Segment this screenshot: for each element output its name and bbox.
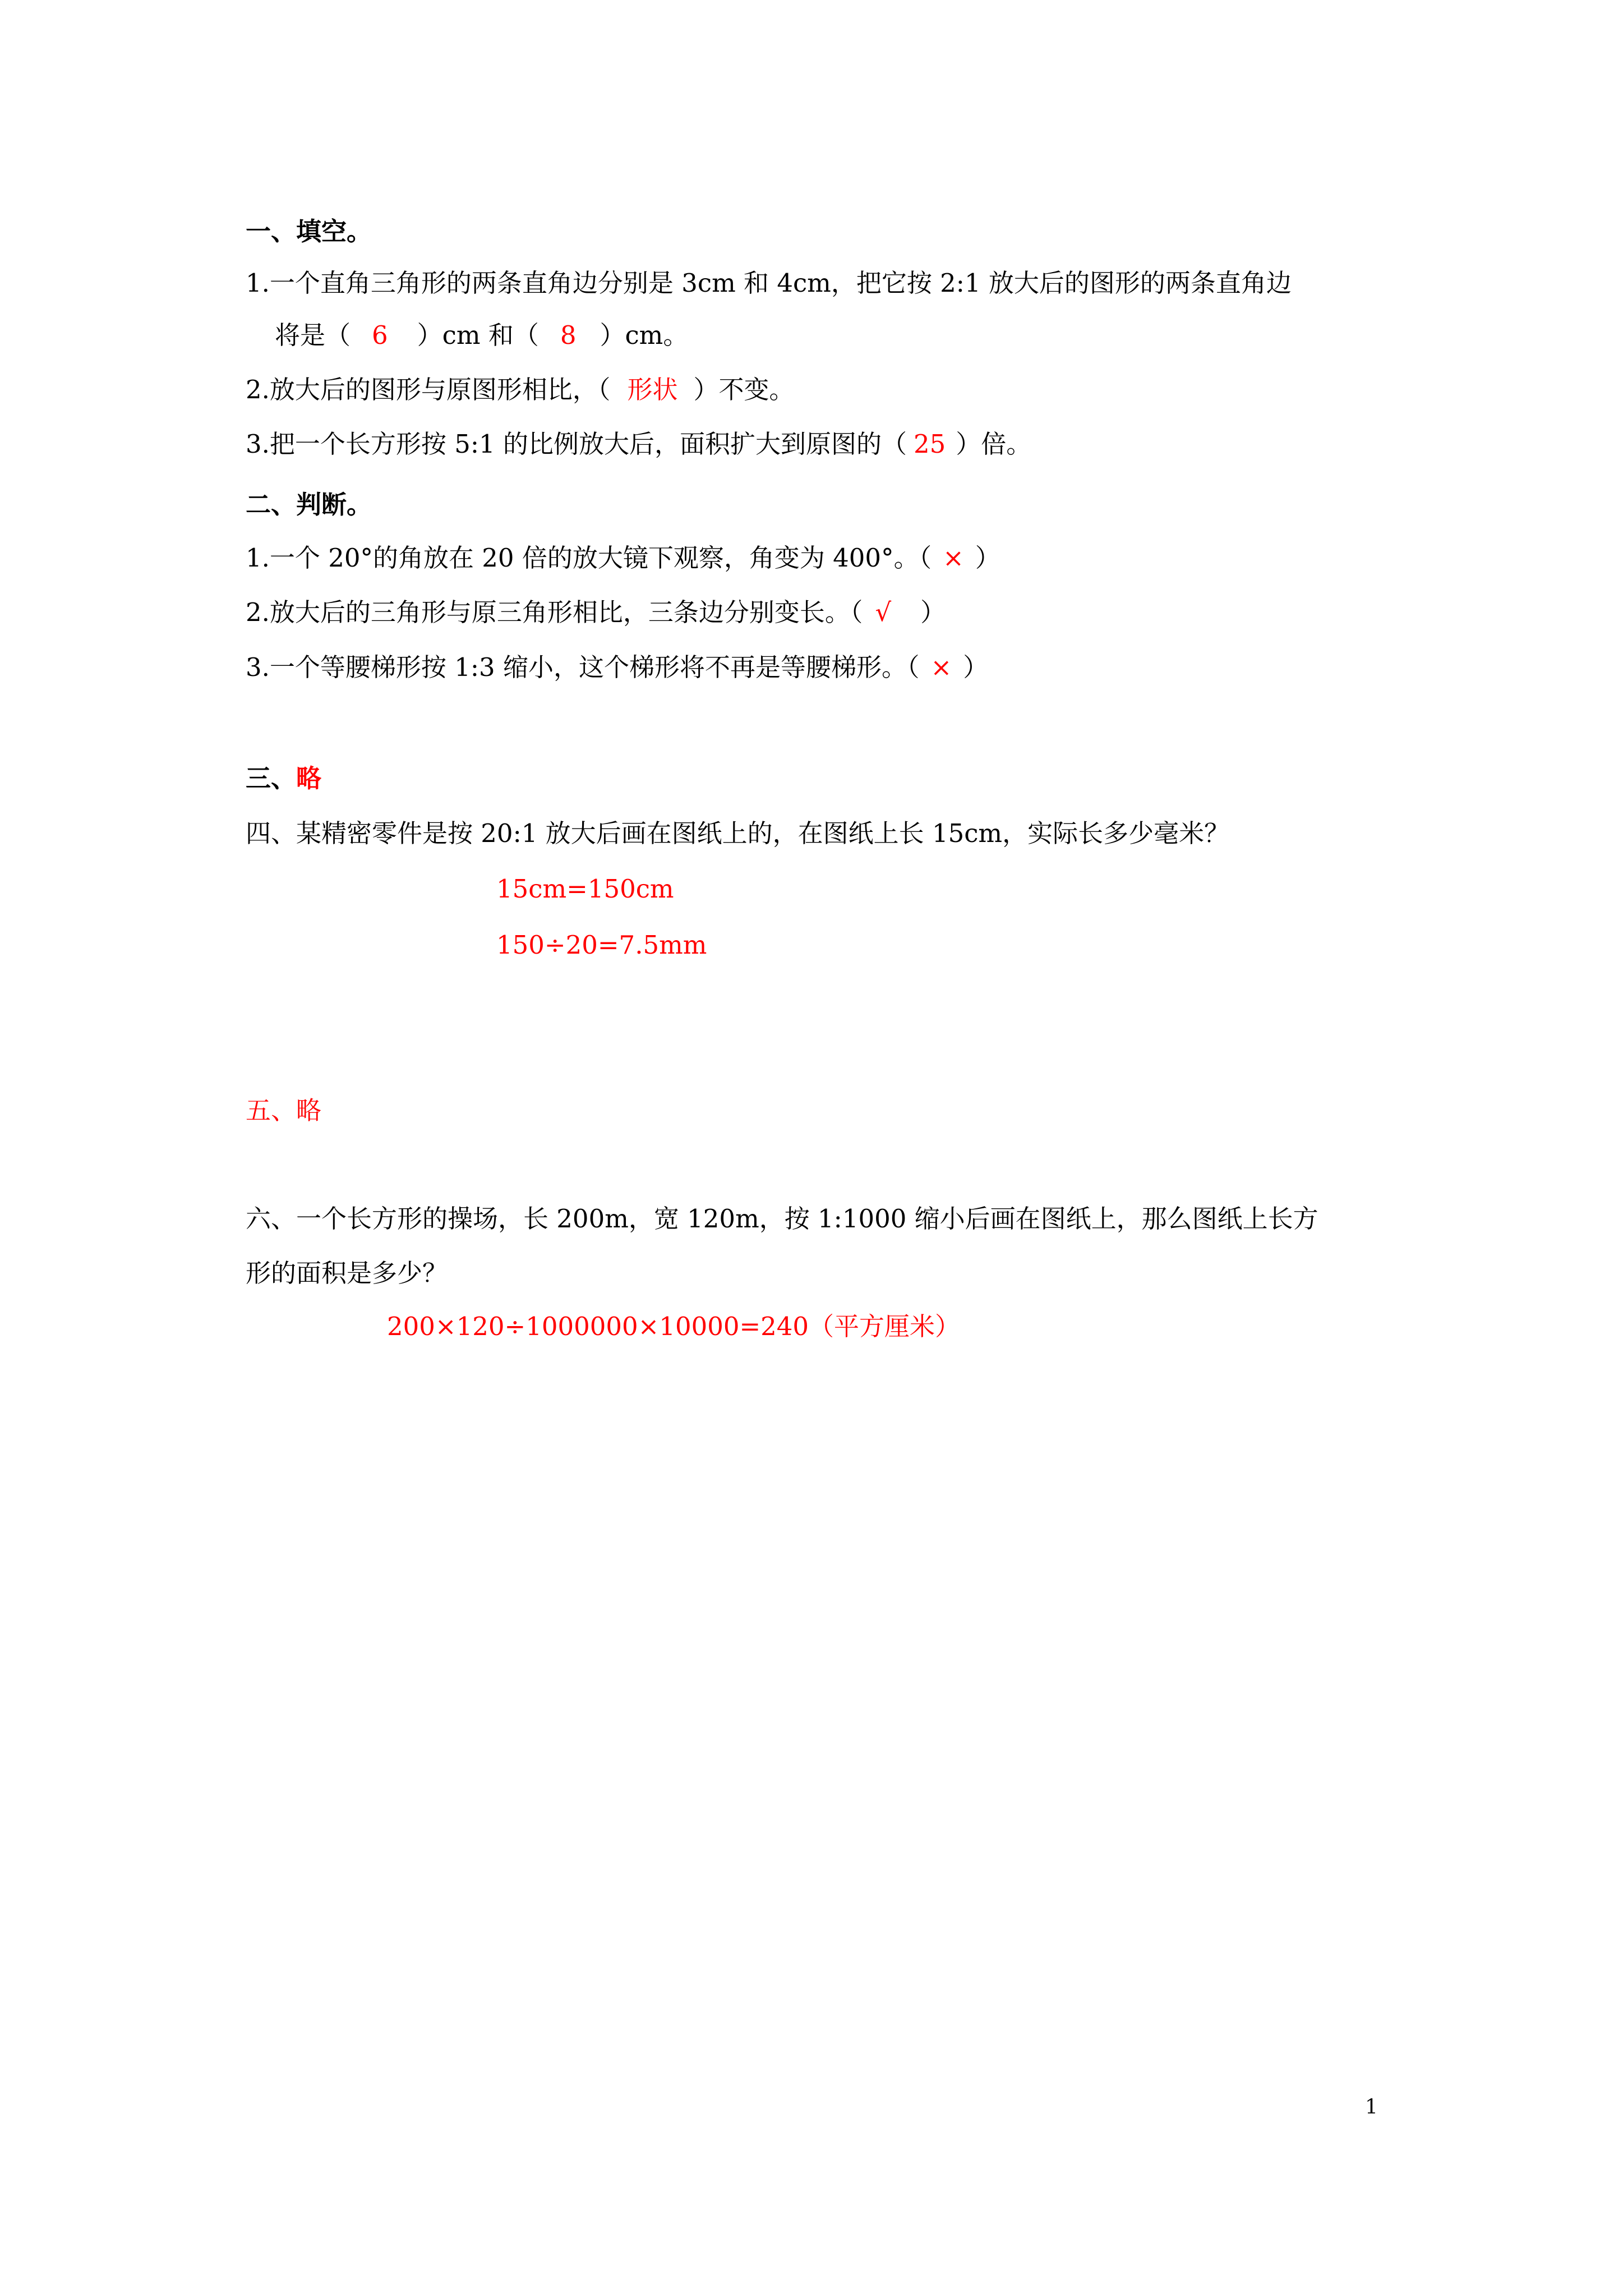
- s2-q1-answer: ×: [943, 543, 964, 573]
- s2-q2: [246, 596, 946, 629]
- s1-q3-answer: 25: [913, 429, 946, 459]
- s6-work: 200×120÷1000000×10000=240（平方厘米）: [387, 1312, 961, 1341]
- section1-heading: 一、填空。: [246, 217, 372, 246]
- s3-answer: 略: [296, 763, 322, 793]
- s1-q3-prefix: 3.把一个长方形按 5:1 的比例放大后，面积扩大到原图的（: [246, 429, 907, 459]
- s1-q1-answer1: 6: [372, 320, 388, 350]
- page-number: 1: [1365, 2096, 1378, 2119]
- section2-heading: 二、判断。: [246, 490, 372, 519]
- s1-q1-middle: ）cm 和（: [417, 320, 539, 350]
- s1-q1-suffix: ）cm。: [600, 320, 689, 350]
- s2-q3-prefix: 3.一个等腰梯形按 1:3 缩小，这个梯形将不再是等腰梯形。（: [246, 652, 920, 682]
- s2-q2-prefix: 2.放大后的三角形与原三角形相比，三条边分别变长。（: [246, 597, 863, 627]
- s1-q1-prefix: 将是（: [275, 320, 351, 350]
- s1-q1-answer2: 8: [560, 320, 577, 350]
- s2-q3-answer: ×: [930, 652, 952, 682]
- s2-q2-answer: √: [875, 597, 892, 627]
- s1-q2: [246, 373, 794, 407]
- s6-question-line1: 六、一个长方形的操场，长 200m，宽 120m，按 1:1000 缩小后画在图纸上，那么图纸上长方: [246, 1204, 1318, 1234]
- s1-q3-suffix: ）倍。: [956, 429, 1032, 459]
- s4-work1: 15cm=150cm: [496, 874, 674, 904]
- s2-q1: [246, 541, 1000, 575]
- s2-q2-suffix: ）: [920, 597, 946, 627]
- section3: [246, 762, 321, 795]
- s1-q2-answer: 形状: [627, 375, 678, 404]
- s1-q2-prefix: 2.放大后的图形与原图形相比，（: [246, 375, 611, 404]
- s1-q2-suffix: ）不变。: [693, 375, 795, 404]
- s4-work2: 150÷20=7.5mm: [496, 930, 707, 960]
- s3-label: 三、: [246, 763, 297, 793]
- s5-text: 五、略: [246, 1096, 322, 1125]
- s1-q1-line2: [275, 319, 688, 352]
- s2-q3-suffix: ）: [963, 652, 989, 682]
- s1-q3: [246, 427, 1031, 461]
- s2-q3: [246, 651, 988, 684]
- s1-q1-line1: 1.一个直角三角形的两条直角边分别是 3cm 和 4cm，把它按 2:1 放大后的图形的两条直角边: [246, 268, 1292, 298]
- s2-q1-prefix: 1.一个 20°的角放在 20 倍的放大镜下观察，角变为 400°。（: [246, 543, 932, 573]
- s6-question-line2: 形的面积是多少？: [246, 1258, 448, 1288]
- s4-question: 四、某精密零件是按 20:1 放大后画在图纸上的，在图纸上长 15cm，实际长多少毫米？: [246, 818, 1230, 848]
- s2-q1-suffix: ）: [975, 543, 1000, 573]
